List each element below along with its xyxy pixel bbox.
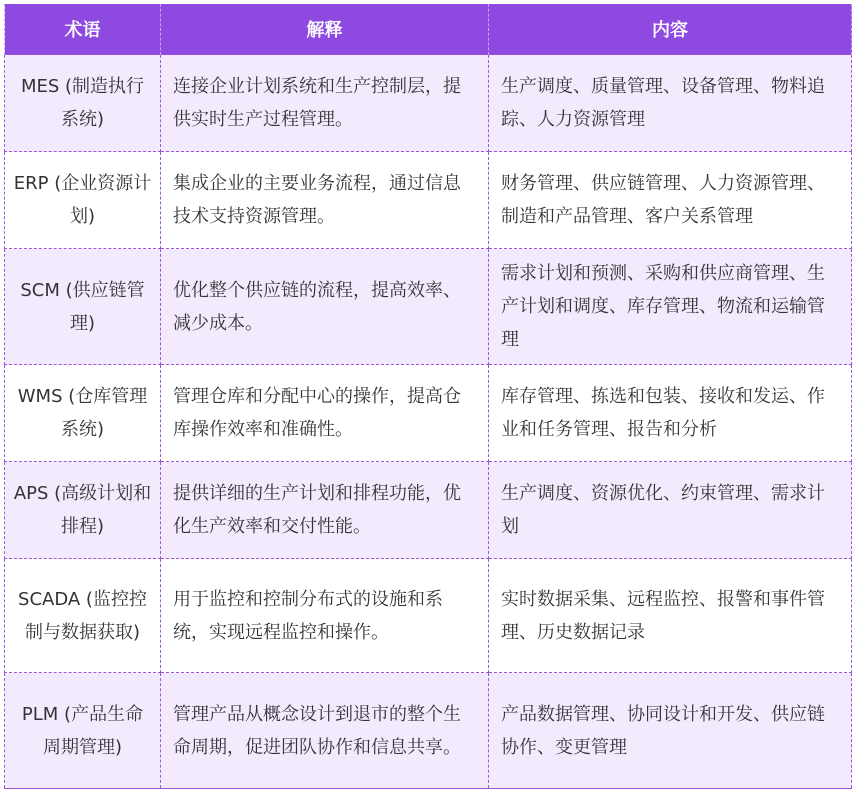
content-cell: 生产调度、资源优化、约束管理、需求计划	[489, 462, 852, 559]
content-cell: 财务管理、供应链管理、人力资源管理、制造和产品管理、客户关系管理	[489, 152, 852, 249]
explanation-cell: 优化整个供应链的流程，提高效率、减少成本。	[161, 249, 489, 365]
content-cell: 库存管理、拣选和包装、接收和发运、作业和任务管理、报告和分析	[489, 365, 852, 462]
table-row	[5, 462, 852, 559]
table-header	[5, 4, 852, 55]
content-cell: 产品数据管理、协同设计和开发、供应链协作、变更管理	[489, 673, 852, 789]
explanation-cell: 管理仓库和分配中心的操作，提高仓库操作效率和准确性。	[161, 365, 489, 462]
content-cell: 需求计划和预测、采购和供应商管理、生产计划和调度、库存管理、物流和运输管理	[489, 249, 852, 365]
table-row	[5, 365, 852, 462]
term-cell: MES (制造执行系统)	[5, 55, 161, 152]
explanation-cell: 集成企业的主要业务流程，通过信息技术支持资源管理。	[161, 152, 489, 249]
term-cell: SCM (供应链管理)	[5, 249, 161, 365]
explanation-cell: 连接企业计划系统和生产控制层，提供实时生产过程管理。	[161, 55, 489, 152]
explanation-cell: 提供详细的生产计划和排程功能，优化生产效率和交付性能。	[161, 462, 489, 559]
term-cell: SCADA (监控控制与数据获取)	[5, 559, 161, 673]
header-explanation: 解释	[161, 4, 489, 55]
header-term: 术语	[5, 4, 161, 55]
content-cell: 生产调度、质量管理、设备管理、物料追踪、人力资源管理	[489, 55, 852, 152]
term-cell: WMS (仓库管理系统)	[5, 365, 161, 462]
table-row	[5, 249, 852, 365]
table-row	[5, 559, 852, 673]
table-row	[5, 152, 852, 249]
term-cell: APS (高级计划和排程)	[5, 462, 161, 559]
table-body	[5, 55, 852, 789]
term-cell: ERP (企业资源计划)	[5, 152, 161, 249]
header-row	[5, 4, 852, 55]
terms-table	[4, 4, 852, 789]
table-row	[5, 673, 852, 789]
table-row	[5, 55, 852, 152]
header-content: 内容	[489, 4, 852, 55]
content-cell: 实时数据采集、远程监控、报警和事件管理、历史数据记录	[489, 559, 852, 673]
explanation-cell: 用于监控和控制分布式的设施和系统，实现远程监控和操作。	[161, 559, 489, 673]
explanation-cell: 管理产品从概念设计到退市的整个生命周期，促进团队协作和信息共享。	[161, 673, 489, 789]
term-cell: PLM (产品生命周期管理)	[5, 673, 161, 789]
